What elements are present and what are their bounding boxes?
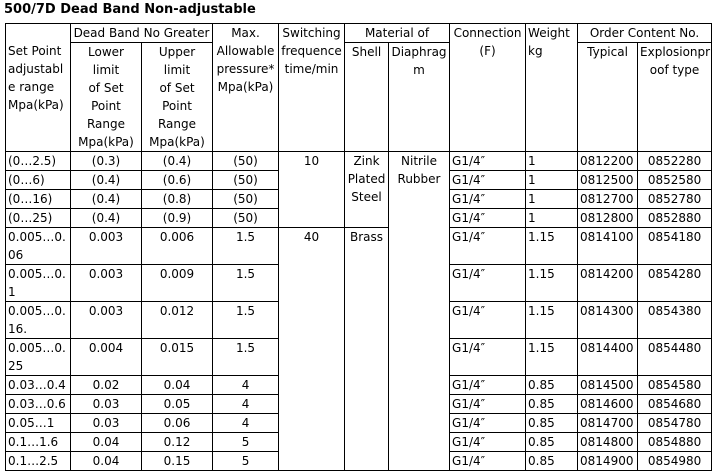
- cell-explosion-order-no: 0854680: [638, 395, 712, 414]
- cell-line: 1: [8, 285, 16, 299]
- header-lower-limit: [71, 43, 142, 152]
- header-line: Lower limit: [88, 45, 124, 77]
- cell-upper-limit: (0.4): [142, 152, 213, 171]
- cell-max-pressure: (50): [213, 152, 279, 171]
- cell-line: Rubber: [397, 172, 441, 186]
- spec-table: [5, 23, 712, 471]
- page-title: 500/7D Dead Band Non-adjustable: [4, 2, 256, 17]
- cell-lower-limit: 0.02: [71, 376, 142, 395]
- table-row: [6, 228, 712, 265]
- cell-line: 25: [8, 359, 24, 373]
- header-set-point-line: adjustabl: [8, 62, 64, 76]
- header-line: Mpa(kPa): [217, 80, 274, 94]
- cell-explosion-order-no: 0854280: [638, 265, 712, 302]
- cell-explosion-order-no: 0854380: [638, 302, 712, 339]
- cell-set-point-range: [6, 395, 71, 414]
- cell-set-point-range: [6, 302, 71, 339]
- cell-line: (0…6): [8, 173, 45, 187]
- header-line: Switching: [282, 26, 341, 40]
- cell-lower-limit: 0.03: [71, 414, 142, 433]
- header-weight: [526, 24, 578, 152]
- cell-line: 06: [8, 248, 24, 262]
- cell-weight: 0.85: [526, 452, 578, 471]
- cell-max-pressure: (50): [213, 171, 279, 190]
- cell-line: 0.005…0.: [8, 341, 66, 355]
- header-line: Mpa(kPa): [78, 135, 134, 149]
- cell-typical-order-no: 0814200: [578, 265, 638, 302]
- cell-set-point-range: [6, 171, 71, 190]
- header-line: Weight: [528, 26, 570, 40]
- cell-set-point-range: [6, 452, 71, 471]
- cell-set-point-range: [6, 209, 71, 228]
- cell-line: (0…2.5): [8, 154, 57, 168]
- cell-explosion-order-no: 0852880: [638, 209, 712, 228]
- cell-set-point-range: [6, 414, 71, 433]
- cell-connection: G1/4″: [450, 152, 526, 171]
- cell-typical-order-no: 0814500: [578, 376, 638, 395]
- cell-shell: Brass: [345, 228, 389, 471]
- header-connection: [450, 24, 526, 152]
- cell-connection: G1/4″: [450, 414, 526, 433]
- header-line: Range: [86, 117, 126, 131]
- cell-max-pressure: 1.5: [213, 265, 279, 302]
- cell-lower-limit: (0.4): [71, 190, 142, 209]
- cell-explosion-order-no: 0854980: [638, 452, 712, 471]
- cell-connection: G1/4″: [450, 433, 526, 452]
- cell-upper-limit: (0.9): [142, 209, 213, 228]
- cell-lower-limit: 0.003: [71, 265, 142, 302]
- cell-upper-limit: 0.012: [142, 302, 213, 339]
- cell-upper-limit: 0.12: [142, 433, 213, 452]
- header-set-point-line: Mpa(kPa): [8, 98, 64, 112]
- cell-set-point-range: [6, 433, 71, 452]
- cell-weight: 1.15: [526, 302, 578, 339]
- header-explosion-proof: [638, 43, 712, 152]
- cell-max-pressure: 4: [213, 414, 279, 433]
- cell-line: 16.: [8, 322, 28, 336]
- header-line: Diaphrag: [391, 45, 447, 59]
- cell-diaphragm: [389, 152, 450, 471]
- cell-max-pressure: 5: [213, 433, 279, 452]
- cell-connection: G1/4″: [450, 228, 526, 265]
- header-typical: Typical: [578, 43, 638, 152]
- cell-typical-order-no: 0812700: [578, 190, 638, 209]
- header-line: (F): [479, 44, 496, 58]
- cell-connection: G1/4″: [450, 339, 526, 376]
- cell-connection: G1/4″: [450, 302, 526, 339]
- header-line: of Set: [88, 81, 124, 95]
- cell-line: 0.005…0.: [8, 230, 66, 244]
- cell-typical-order-no: 0814300: [578, 302, 638, 339]
- cell-line: Steel: [351, 190, 382, 204]
- cell-line: (0…25): [8, 211, 53, 225]
- cell-line: (0…16): [8, 192, 53, 206]
- cell-explosion-order-no: 0854480: [638, 339, 712, 376]
- cell-set-point-range: [6, 190, 71, 209]
- cell-connection: G1/4″: [450, 265, 526, 302]
- cell-set-point-range: [6, 339, 71, 376]
- header-line: Range: [157, 117, 197, 131]
- cell-weight: 1: [526, 190, 578, 209]
- header-line: kg: [528, 44, 543, 58]
- cell-weight: 1.15: [526, 228, 578, 265]
- header-line: Explosionpr: [640, 45, 711, 59]
- cell-explosion-order-no: 0854880: [638, 433, 712, 452]
- header-line: frequence: [281, 44, 342, 58]
- cell-typical-order-no: 0814700: [578, 414, 638, 433]
- header-line: m: [413, 63, 425, 77]
- cell-typical-order-no: 0814100: [578, 228, 638, 265]
- cell-upper-limit: 0.009: [142, 265, 213, 302]
- header-material: Material of: [345, 24, 450, 43]
- header-line: oof type: [649, 63, 700, 77]
- header-set-point-line: Set Point: [8, 44, 62, 58]
- cell-lower-limit: (0.4): [71, 209, 142, 228]
- cell-weight: 0.85: [526, 433, 578, 452]
- cell-connection: G1/4″: [450, 452, 526, 471]
- cell-connection: G1/4″: [450, 395, 526, 414]
- cell-typical-order-no: 0814400: [578, 339, 638, 376]
- cell-explosion-order-no: 0852780: [638, 190, 712, 209]
- header-set-point-line: e range: [8, 80, 55, 94]
- cell-upper-limit: 0.06: [142, 414, 213, 433]
- cell-max-pressure: 1.5: [213, 302, 279, 339]
- cell-shell: [345, 152, 389, 228]
- cell-lower-limit: 0.04: [71, 433, 142, 452]
- header-line: Max.: [231, 26, 260, 40]
- cell-line: Nitrile: [401, 154, 438, 168]
- table-row: [6, 152, 712, 171]
- cell-lower-limit: 0.003: [71, 228, 142, 265]
- cell-typical-order-no: 0812500: [578, 171, 638, 190]
- header-line: of Set: [159, 81, 195, 95]
- cell-weight: 0.85: [526, 395, 578, 414]
- header-line: Allowable: [216, 44, 275, 58]
- cell-weight: 1.15: [526, 265, 578, 302]
- cell-set-point-range: [6, 228, 71, 265]
- cell-line: 0.005…0.: [8, 267, 66, 281]
- cell-typical-order-no: 0814900: [578, 452, 638, 471]
- cell-typical-order-no: 0814800: [578, 433, 638, 452]
- cell-upper-limit: 0.15: [142, 452, 213, 471]
- cell-upper-limit: (0.6): [142, 171, 213, 190]
- cell-upper-limit: 0.006: [142, 228, 213, 265]
- cell-lower-limit: 0.04: [71, 452, 142, 471]
- cell-explosion-order-no: 0854580: [638, 376, 712, 395]
- cell-upper-limit: 0.05: [142, 395, 213, 414]
- cell-lower-limit: (0.3): [71, 152, 142, 171]
- cell-set-point-range: [6, 152, 71, 171]
- header-order-content: Order Content No.: [578, 24, 712, 43]
- cell-explosion-order-no: 0854180: [638, 228, 712, 265]
- header-shell: Shell: [345, 43, 389, 152]
- cell-weight: 1: [526, 209, 578, 228]
- header-dead-band: Dead Band No Greater: [71, 24, 213, 43]
- cell-max-pressure: 5: [213, 452, 279, 471]
- cell-weight: 1: [526, 171, 578, 190]
- cell-set-point-range: [6, 376, 71, 395]
- cell-max-pressure: 1.5: [213, 228, 279, 265]
- cell-max-pressure: (50): [213, 209, 279, 228]
- header-set-point: [6, 24, 71, 152]
- cell-lower-limit: 0.03: [71, 395, 142, 414]
- cell-lower-limit: (0.4): [71, 171, 142, 190]
- cell-max-pressure: 1.5: [213, 339, 279, 376]
- cell-line: 0.03…0.4: [8, 378, 66, 392]
- cell-weight: 1: [526, 152, 578, 171]
- cell-weight: 0.85: [526, 414, 578, 433]
- cell-lower-limit: 0.003: [71, 302, 142, 339]
- cell-lower-limit: 0.004: [71, 339, 142, 376]
- cell-line: 0.1…2.5: [8, 454, 59, 468]
- cell-max-pressure: 4: [213, 376, 279, 395]
- cell-explosion-order-no: 0852280: [638, 152, 712, 171]
- header-max-pressure: [213, 24, 279, 152]
- cell-switching: 40: [279, 228, 345, 471]
- cell-weight: 1.15: [526, 339, 578, 376]
- cell-line: 0.05…1: [8, 416, 55, 430]
- cell-connection: G1/4″: [450, 376, 526, 395]
- header-line: Point: [162, 99, 192, 113]
- cell-line: Plated: [347, 172, 386, 186]
- cell-typical-order-no: 0814600: [578, 395, 638, 414]
- cell-line: 0.03…0.6: [8, 397, 66, 411]
- cell-upper-limit: 0.015: [142, 339, 213, 376]
- cell-line: 0.005…0.: [8, 304, 66, 318]
- cell-line: 0.1…1.6: [8, 435, 59, 449]
- header-line: pressure*: [216, 62, 275, 76]
- cell-weight: 0.85: [526, 376, 578, 395]
- cell-upper-limit: (0.8): [142, 190, 213, 209]
- cell-max-pressure: (50): [213, 190, 279, 209]
- header-line: Mpa(kPa): [149, 135, 205, 149]
- cell-connection: G1/4″: [450, 190, 526, 209]
- header-line: Point: [91, 99, 121, 113]
- cell-upper-limit: 0.04: [142, 376, 213, 395]
- cell-typical-order-no: 0812200: [578, 152, 638, 171]
- header-line: Connection: [453, 26, 522, 40]
- cell-connection: G1/4″: [450, 171, 526, 190]
- header-diaphragm: [389, 43, 450, 152]
- cell-connection: G1/4″: [450, 209, 526, 228]
- cell-max-pressure: 4: [213, 395, 279, 414]
- header-upper-limit: [142, 43, 213, 152]
- cell-line: Zink: [353, 154, 380, 168]
- header-line: Upper limit: [158, 45, 196, 77]
- cell-explosion-order-no: 0852580: [638, 171, 712, 190]
- header-line: time/min: [284, 62, 339, 76]
- header-switching: [279, 24, 345, 152]
- cell-switching: 10: [279, 152, 345, 228]
- cell-set-point-range: [6, 265, 71, 302]
- cell-typical-order-no: 0812800: [578, 209, 638, 228]
- cell-explosion-order-no: 0854780: [638, 414, 712, 433]
